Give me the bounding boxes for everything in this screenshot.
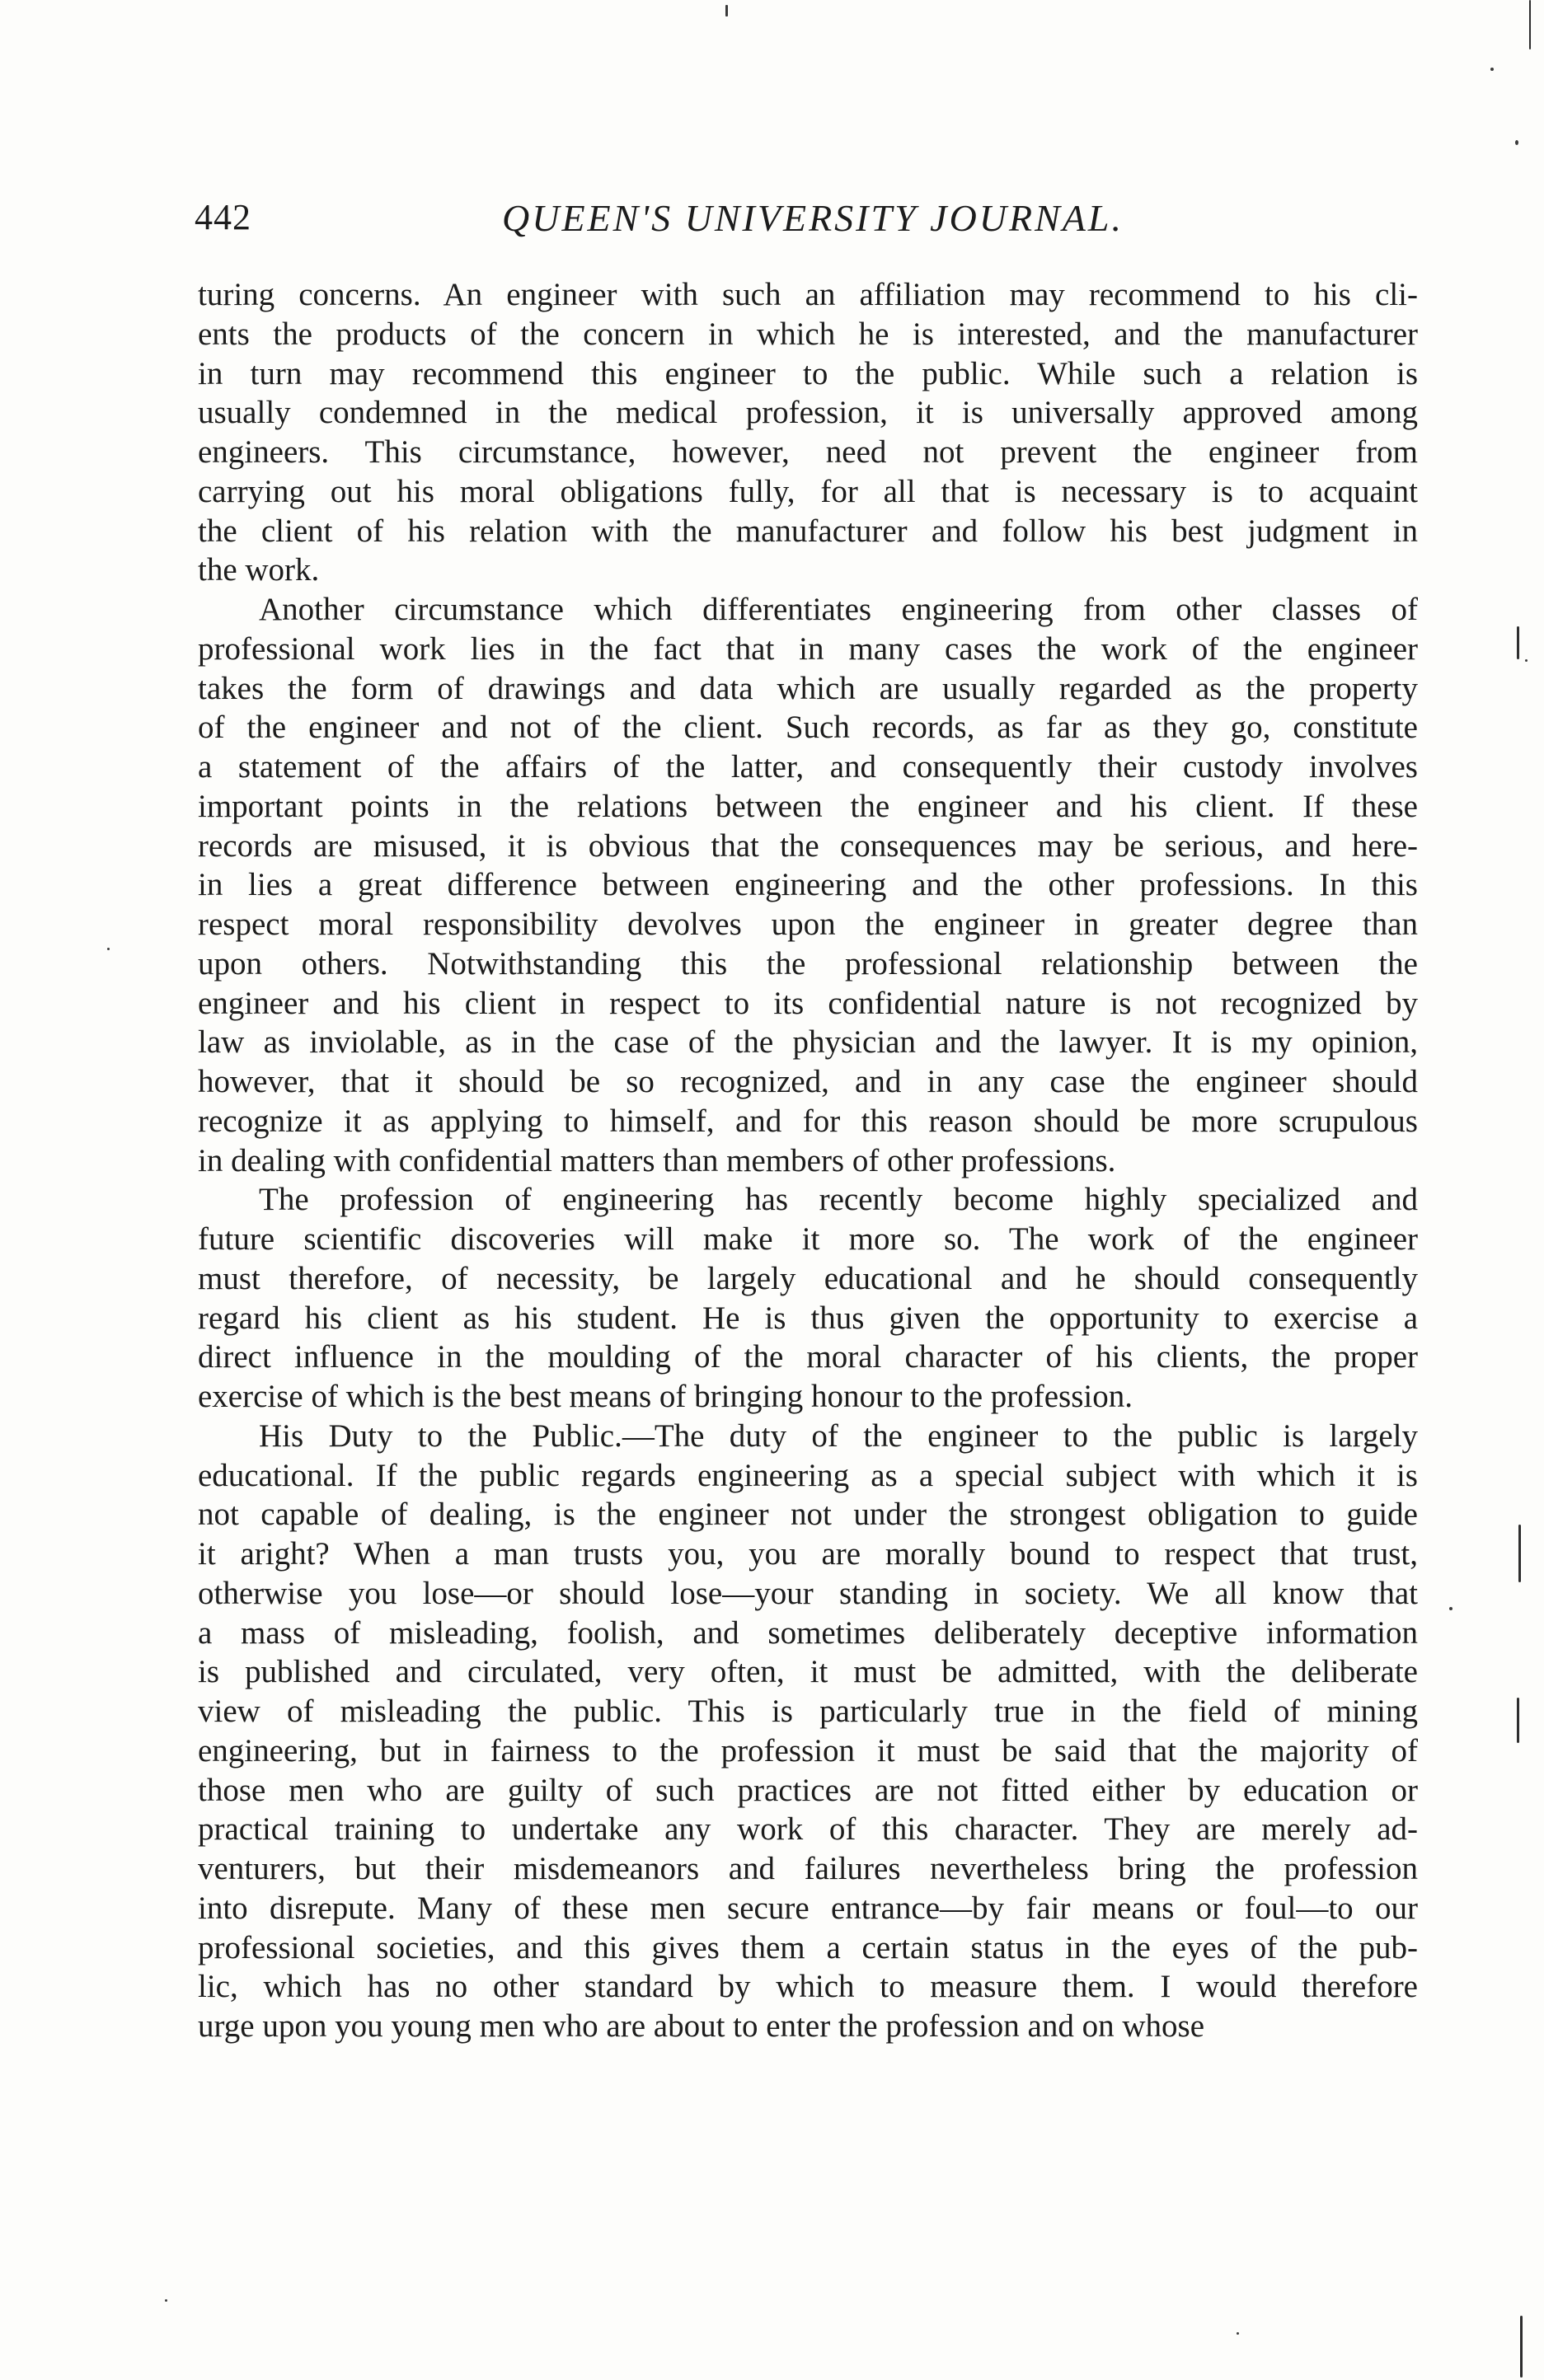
text-line: venturers, but their misdemeanors and failures nevertheless bring the profession bbox=[198, 1851, 1418, 1886]
text-line: it aright? When a man trusts you, you are morally bound to respect that trust, bbox=[198, 1536, 1418, 1572]
text-line: engineers. This circumstance, however, need not prevent the engineer from bbox=[198, 434, 1418, 470]
text-line: engineering, but in fairness to the profession it must be said that the majority of bbox=[198, 1732, 1418, 1769]
text-line: carrying out his moral obligations fully, for all that is necessary is to acquaint bbox=[198, 473, 1418, 509]
scan-speck bbox=[165, 2299, 167, 2302]
text-line: into disrepute. Many of these men secure entrance—by fair means or foul—to our bbox=[198, 1890, 1418, 1926]
text-line: professional societies, and this gives them a certain status in the eyes of the pub- bbox=[198, 1929, 1418, 1965]
margin-mark bbox=[1520, 2316, 1523, 2378]
text-line: ents the products of the concern in which he is interested, and the manufacturer bbox=[198, 316, 1418, 352]
margin-mark bbox=[1529, 0, 1531, 49]
text-line: urge upon you young men who are about to enter the profession and on whose bbox=[198, 2008, 1205, 2044]
text-line: in turn may recommend this engineer to the public. While such a relation is bbox=[198, 355, 1418, 391]
text-line: not capable of dealing, is the engineer not under the strongest obligation to guide bbox=[198, 1497, 1418, 1533]
text-line: law as inviolable, as in the case of the physician and the lawyer. It is my opinion, bbox=[198, 1024, 1418, 1061]
text-line: takes the form of drawings and data which are usually regarded as the property bbox=[198, 670, 1418, 706]
text-line: those men who are guilty of such practices are not fitted either by education or bbox=[198, 1772, 1418, 1808]
paragraph bbox=[198, 1180, 1418, 1417]
text-line: the work. bbox=[198, 552, 320, 588]
margin-mark bbox=[1517, 1698, 1519, 1743]
text-line: view of misleading the public. This is particularly true in the field of mining bbox=[198, 1694, 1418, 1729]
text-line: future scientific discoveries will make it more so. The work of the engineer bbox=[198, 1221, 1418, 1257]
text-line: in lies a great difference between engineering and the other professions. In this bbox=[198, 867, 1418, 903]
page-header bbox=[195, 196, 1423, 254]
running-title: QUEEN'S UNIVERSITY JOURNAL. bbox=[502, 197, 1124, 239]
text-line: exercise of which is the best means of bringing honour to the profession. bbox=[198, 1379, 1133, 1414]
margin-mark bbox=[1518, 1525, 1521, 1582]
scan-speck bbox=[1237, 2332, 1239, 2335]
text-line: regard his client as his student. He is thus given the opportunity to exercise a bbox=[198, 1300, 1418, 1336]
text-line: however, that it should be so recognized, and in any case the engineer should bbox=[198, 1064, 1418, 1099]
text-line: of the engineer and not of the client. Such records, as far as they go, constitute bbox=[198, 710, 1418, 746]
margin-mark bbox=[1517, 626, 1519, 659]
text-line: a mass of misleading, foolish, and sometimes deliberately deceptive information bbox=[198, 1614, 1418, 1651]
text-line: a statement of the affairs of the latter, and consequently their custody involves bbox=[198, 749, 1418, 785]
scan-speck bbox=[725, 5, 728, 16]
scan-speck bbox=[1490, 68, 1494, 71]
paragraph bbox=[198, 590, 1418, 1180]
paragraph bbox=[198, 275, 1418, 590]
text-line: is published and circulated, very often, it must be admitted, with the deliberate bbox=[198, 1654, 1418, 1690]
paragraph bbox=[198, 1417, 1418, 2046]
article-body bbox=[198, 275, 1418, 2046]
text-line: upon others. Notwithstanding this the professional relationship between the bbox=[198, 945, 1418, 982]
scan-speck bbox=[107, 948, 110, 950]
text-line: records are misused, it is obvious that the consequences may be serious, and here- bbox=[198, 827, 1418, 864]
scan-speck bbox=[1525, 659, 1528, 662]
text-line: respect moral responsibility devolves upon the engineer in greater degree than bbox=[198, 907, 1418, 942]
text-line: otherwise you lose—or should lose—your standing in society. We all know that bbox=[198, 1575, 1418, 1611]
text-line: turing concerns. An engineer with such an affiliation may recommend to his cli- bbox=[198, 277, 1418, 312]
text-line: His Duty to the Public.—The duty of the engineer to the public is largely bbox=[259, 1417, 1418, 1454]
text-line: educational. If the public regards engineering as a special subject with which it is bbox=[198, 1457, 1418, 1493]
text-line: the client of his relation with the manufacturer and follow his best judgment in bbox=[198, 513, 1418, 549]
scan-speck bbox=[1449, 1607, 1452, 1610]
text-line: The profession of engineering has recently become highly specialized and bbox=[259, 1182, 1418, 1218]
text-line: engineer and his client in respect to its confidential nature is not recognized by bbox=[198, 985, 1418, 1021]
text-line: must therefore, of necessity, be largely educational and he should consequently bbox=[198, 1260, 1418, 1296]
text-line: in dealing with confidential matters than members of other professions. bbox=[198, 1142, 1116, 1178]
text-line: Another circumstance which differentiates engineering from other classes of bbox=[259, 592, 1418, 627]
text-line: lic, which has no other standard by which to measure them. I would therefore bbox=[198, 1969, 1418, 2005]
text-line: usually condemned in the medical profession, it is universally approved among bbox=[198, 395, 1418, 431]
text-line: important points in the relations between the engineer and his client. If these bbox=[198, 788, 1418, 824]
text-line: recognize it as applying to himself, and for this reason should be more scrupulous bbox=[198, 1103, 1418, 1139]
scan-speck bbox=[1515, 140, 1518, 145]
text-line: direct influence in the moulding of the moral character of his clients, the proper bbox=[198, 1339, 1418, 1375]
text-line: practical training to undertake any work of this character. They are merely ad- bbox=[198, 1811, 1418, 1848]
text-line: professional work lies in the fact that in many cases the work of the engineer bbox=[198, 630, 1418, 667]
page-number: 442 bbox=[195, 197, 251, 237]
